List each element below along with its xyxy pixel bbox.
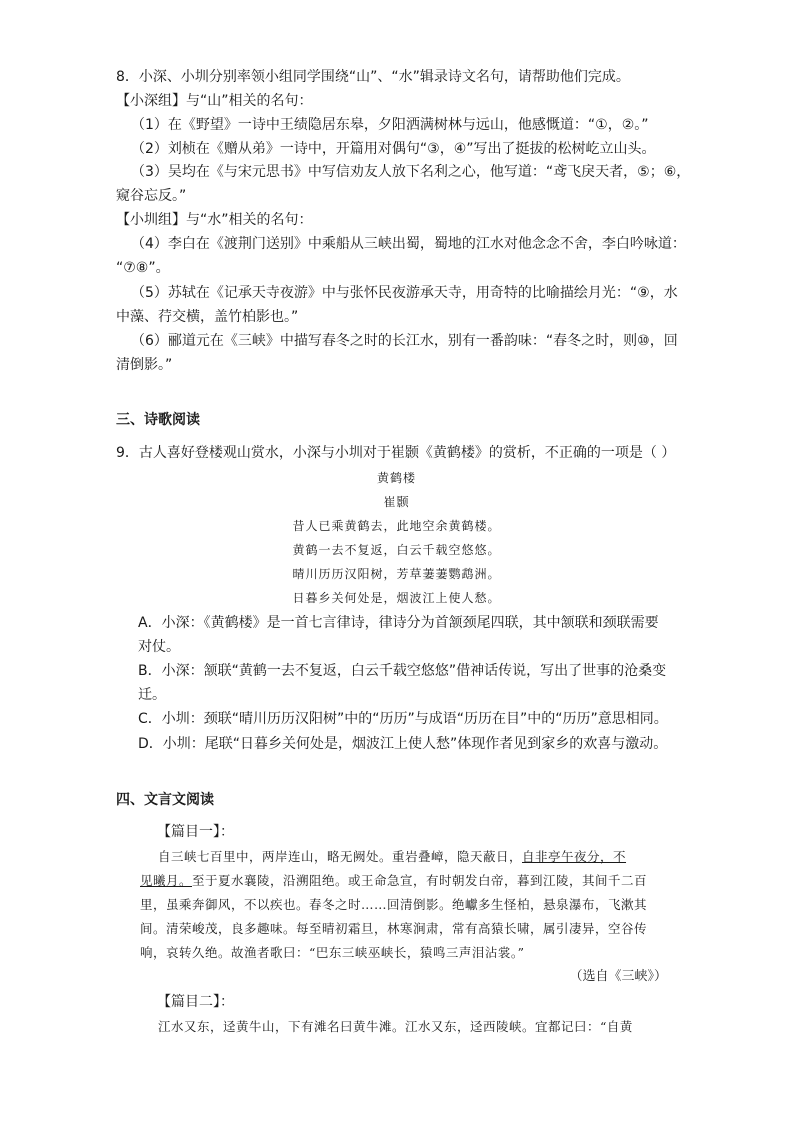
q8-group2-heading: 【小圳组】与“水”相关的名句： — [116, 212, 313, 228]
q8-item-6: （6）郦道元在《三峡》中描写春冬之时的长江水，别有一番韵味：“春冬之时，则⑩，回 — [131, 333, 678, 349]
poem-author: 崔颢 — [383, 495, 410, 509]
passage-2-line: 江水又东，迳黄牛山，下有滩名曰黄牛滩。江水又东，迳西陵峡。宜都记曰：“自黄 — [158, 1019, 633, 1034]
poem-title: 黄鹤楼 — [376, 471, 416, 485]
passage-1-line: 响，哀转久绝。故渔者歌曰：“巴东三峡巫峡长，猿鸣三声泪沾裳。” — [140, 945, 525, 960]
passage-2-tag: 【篇目二】： — [157, 994, 234, 1010]
q8-item-2: （2）刘桢在《赠从弟》一诗中，开篇用对偶句“③，④”写出了挺拔的松树屹立山头。 — [131, 141, 656, 157]
passage-1-source: （选自《三峡》） — [569, 969, 667, 984]
q8-item-1: （1）在《野望》一诗中王绩隐居东皋，夕阳洒满树林与远山，他感慨道：“①，②。” — [131, 117, 649, 133]
q8-item-4: （4）李白在《渡荆门送别》中乘船从三峡出蜀，蜀地的江水对他念念不舍，李白吟咏道： — [131, 236, 686, 252]
underlined-phrase: 见曦月。 — [140, 873, 193, 888]
passage-1-line: 里，虽乘奔御风，不以疾也。春冬之时……回清倒影。绝巘多生怪柏，悬泉瀑布，飞漱其 — [140, 897, 648, 912]
poem-line: 昔人已乘黄鹤去，此地空余黄鹤楼。 — [292, 519, 501, 533]
passage-1-line: 间。清荣峻茂，良多趣味。每至晴初霜旦，林寒涧肃，常有高猿长啸，属引凄异，空谷传 — [140, 921, 648, 936]
option-b-cont: 迁。 — [138, 687, 166, 703]
passage-1-line: 自三峡七百里中，两岸连山，略无阙处。重岩叠嶂，隐天蔽日，自非亭午夜分，不 — [158, 849, 627, 864]
q9-stem: 9．古人喜好登楼观山赏水，小深与小圳对于崔颢《黄鹤楼》的赏析，不正确的一项是（ ） — [116, 445, 676, 461]
option-b: B．小深：颔联“黄鹤一去不复返，白云千载空悠悠”借神话传说，写出了世事的沧桑变 — [138, 663, 667, 679]
option-c: C．小圳：颈联“晴川历历汉阳树”中的“历历”与成语“历历在目”中的“历历”意思相同。 — [138, 711, 668, 727]
option-a-cont: 对仗。 — [138, 639, 180, 655]
option-d: D．小圳：尾联“日暮乡关何处是，烟波江上使人愁”体现作者见到家乡的欢喜与激动。 — [138, 736, 668, 752]
poem-line: 日暮乡关何处是，烟波江上使人愁。 — [292, 591, 501, 605]
section-4-title: 四、文言文阅读 — [116, 792, 214, 808]
q8-item-6-cont: 清倒影。” — [116, 357, 173, 373]
poem-line: 晴川历历汉阳树，芳草萋萋鹦鹉洲。 — [292, 567, 501, 581]
q8-group1-heading: 【小深组】与“山”相关的名句： — [116, 93, 313, 109]
passage-1-tag: 【篇目一】： — [157, 824, 234, 840]
q8-item-5: （5）苏轼在《记承天寺夜游》中与张怀民夜游承天寺，用奇特的比喻描绘月光：“⑨，水 — [131, 285, 678, 301]
poem-line: 黄鹤一去不复返，白云千载空悠悠。 — [292, 543, 501, 557]
passage-1-line: 见曦月。至于夏水襄陵，沿溯阻绝。或王命急宣，有时朝发白帝，暮到江陵，其间千二百 — [140, 873, 648, 888]
q8-item-5-cont: 中藻、荇交横，盖竹柏影也。” — [116, 309, 299, 325]
q8-title: 8．小深、小圳分别率领小组同学围绕“山”、“水”辑录诗文名句，请帮助他们完成。 — [116, 69, 630, 85]
section-3-title: 三、诗歌阅读 — [116, 412, 200, 428]
q8-item-3: （3）吴均在《与宋元思书》中写信劝友人放下名利之心，他写道：“鸢飞戾天者，⑤；⑥， — [131, 164, 691, 180]
q8-item-3-cont: 窥谷忘反。” — [116, 188, 187, 204]
option-a: A．小深：《黄鹤楼》是一首七言律诗，律诗分为首颔颈尾四联，其中颔联和颈联需要 — [138, 615, 659, 631]
underlined-phrase: 自非亭午夜分，不 — [522, 849, 627, 864]
q8-item-4-cont: “⑦⑧”。 — [116, 260, 170, 276]
